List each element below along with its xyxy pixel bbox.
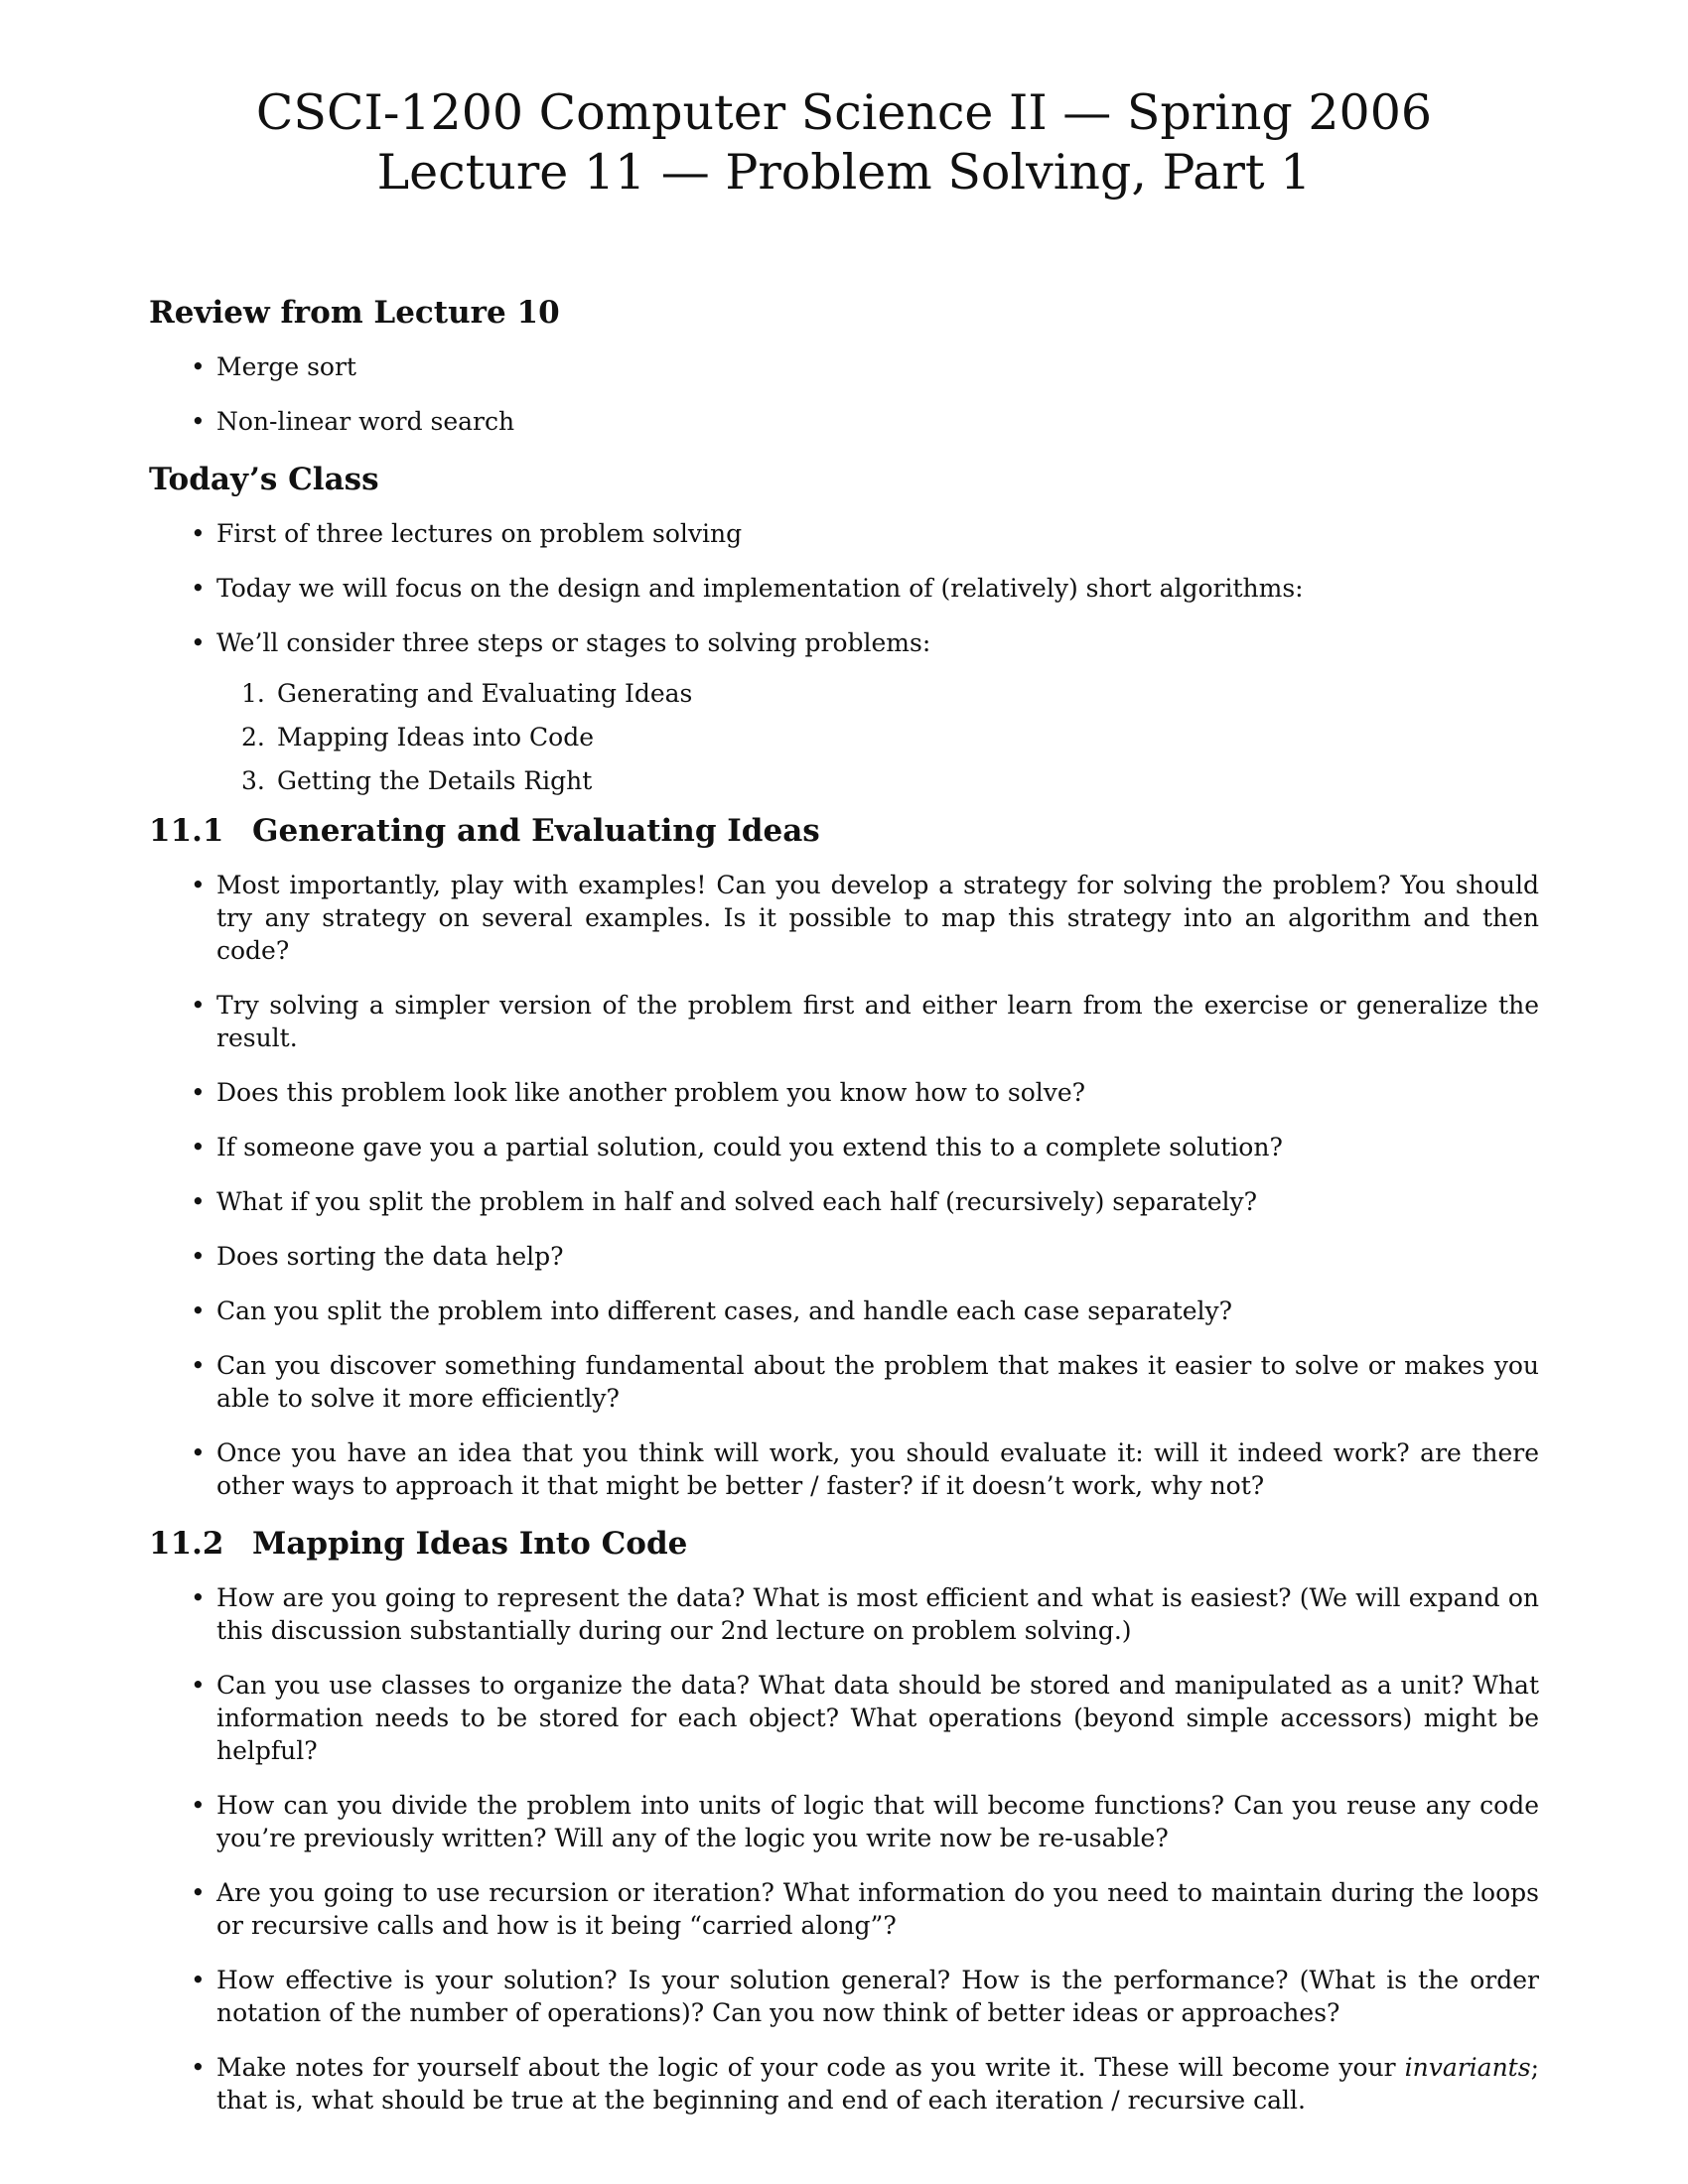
numbered-item: 1. Generating and Evaluating Ideas: [241, 679, 693, 708]
bullet-list: [149, 1581, 1539, 2116]
list-item: • Today we will focus on the design and implementation of (relatively) short algorithms:: [191, 574, 1304, 603]
bullet-icon: •: [191, 1438, 206, 1467]
list-item: • Does sorting the data help?: [191, 1242, 564, 1271]
list-item: • Make notes for yourself about the logic of your code as you write it. These will become your invariants; that is, what should be true at the beginning and end of each iteration / recursive call.: [191, 2053, 1539, 2115]
section-heading: Today’s Class: [149, 462, 379, 497]
section-11-2: [149, 1524, 1539, 2116]
document-title: [0, 83, 1688, 203]
numbered-list: [149, 677, 1539, 797]
bullet-icon: •: [191, 628, 206, 657]
section-heading: Review from Lecture 10: [149, 295, 560, 331]
bullet-icon: •: [191, 1133, 206, 1161]
list-item: • Can you split the problem into different cases, and handle each case separately?: [191, 1297, 1233, 1325]
bullet-list: [149, 517, 1539, 659]
section-title: Mapping Ideas Into Code: [252, 1526, 688, 1562]
list-item: • If someone gave you a partial solution, could you extend this to a complete solution?: [191, 1133, 1283, 1161]
emphasis-invariants: invariants: [1404, 2053, 1531, 2082]
list-item: • We’ll consider three steps or stages to solving problems:: [191, 628, 931, 657]
list-item: • Non-linear word search: [191, 407, 515, 436]
bullet-icon: •: [191, 1791, 206, 1820]
bullet-icon: •: [191, 519, 206, 548]
course-title: CSCI-1200 Computer Science II — Spring 2006: [255, 84, 1433, 141]
list-item: • First of three lectures on problem solving: [191, 519, 743, 548]
bullet-list: [149, 869, 1539, 1502]
bullet-icon: •: [191, 1878, 206, 1907]
list-item: • How effective is your solution? Is your solution general? How is the performance? (What is the order notation of the number of operations)? Can you now think of better ideas or approaches?: [191, 1966, 1539, 2027]
list-item: • Try solving a simpler version of the problem first and either learn from the exercise or generalize the result.: [191, 991, 1539, 1052]
bullet-icon: •: [191, 352, 206, 381]
bullet-icon: •: [191, 1078, 206, 1107]
numbered-item: 2. Mapping Ideas into Code: [241, 723, 595, 751]
bullet-icon: •: [191, 574, 206, 603]
lecture-title: Lecture 11 — Problem Solving, Part 1: [376, 144, 1312, 201]
section-number: 11.2: [149, 1526, 224, 1562]
list-item: • What if you split the problem in half and solved each half (recursively) separately?: [191, 1187, 1258, 1216]
list-item: • Merge sort: [191, 352, 356, 381]
bullet-icon: •: [191, 1671, 206, 1700]
list-item: • How are you going to represent the data? What is most efficient and what is easiest? (We will expand on this discussion substantially during our 2nd lecture on problem solving.): [191, 1583, 1539, 1645]
section-11-1: [149, 811, 1539, 1502]
list-item: • Are you going to use recursion or iteration? What information do you need to maintain during the loops or recursive calls and how is it being “carried along”?: [191, 1878, 1539, 1940]
list-item: • Can you use classes to organize the data? What data should be stored and manipulated as a unit? What information needs to be stored for each object? What operations (beyond simple accessors) might be helpful?: [191, 1671, 1539, 1765]
list-item: • Once you have an idea that you think will work, you should evaluate it: will it indeed work? are there other ways to approach it that might be better / faster? if it doesn’t work, why not?: [191, 1438, 1539, 1500]
bullet-icon: •: [191, 1583, 206, 1612]
section-today: [149, 460, 1539, 797]
bullet-icon: •: [191, 871, 206, 899]
document-body: [149, 293, 1539, 2138]
section-title: Generating and Evaluating Ideas: [252, 813, 820, 849]
section-heading: [149, 811, 1539, 851]
bullet-icon: •: [191, 2053, 206, 2082]
bullet-icon: •: [191, 1351, 206, 1380]
bullet-icon: •: [191, 407, 206, 436]
section-heading: [149, 1524, 1539, 1564]
bullet-icon: •: [191, 1242, 206, 1271]
list-item: • Most importantly, play with examples! Can you develop a strategy for solving the problem? You should try any strategy on several examples. Is it possible to map this strategy into an algorithm and then code?: [191, 871, 1539, 965]
list-item: • How can you divide the problem into units of logic that will become functions? Can you reuse any code you’re previously written? Will any of the logic you write now be re-usable?: [191, 1791, 1539, 1852]
list-item: • Can you discover something fundamental about the problem that makes it easier to solve or makes you able to solve it more efficiently?: [191, 1351, 1539, 1413]
section-review: [149, 293, 1539, 438]
numbered-item: 3. Getting the Details Right: [241, 766, 593, 795]
bullet-list: [149, 350, 1539, 438]
bullet-icon: •: [191, 1966, 206, 1994]
bullet-icon: •: [191, 1187, 206, 1216]
list-item: • Does this problem look like another problem you know how to solve?: [191, 1078, 1086, 1107]
bullet-icon: •: [191, 991, 206, 1020]
section-number: 11.1: [149, 813, 224, 849]
bullet-icon: •: [191, 1297, 206, 1325]
